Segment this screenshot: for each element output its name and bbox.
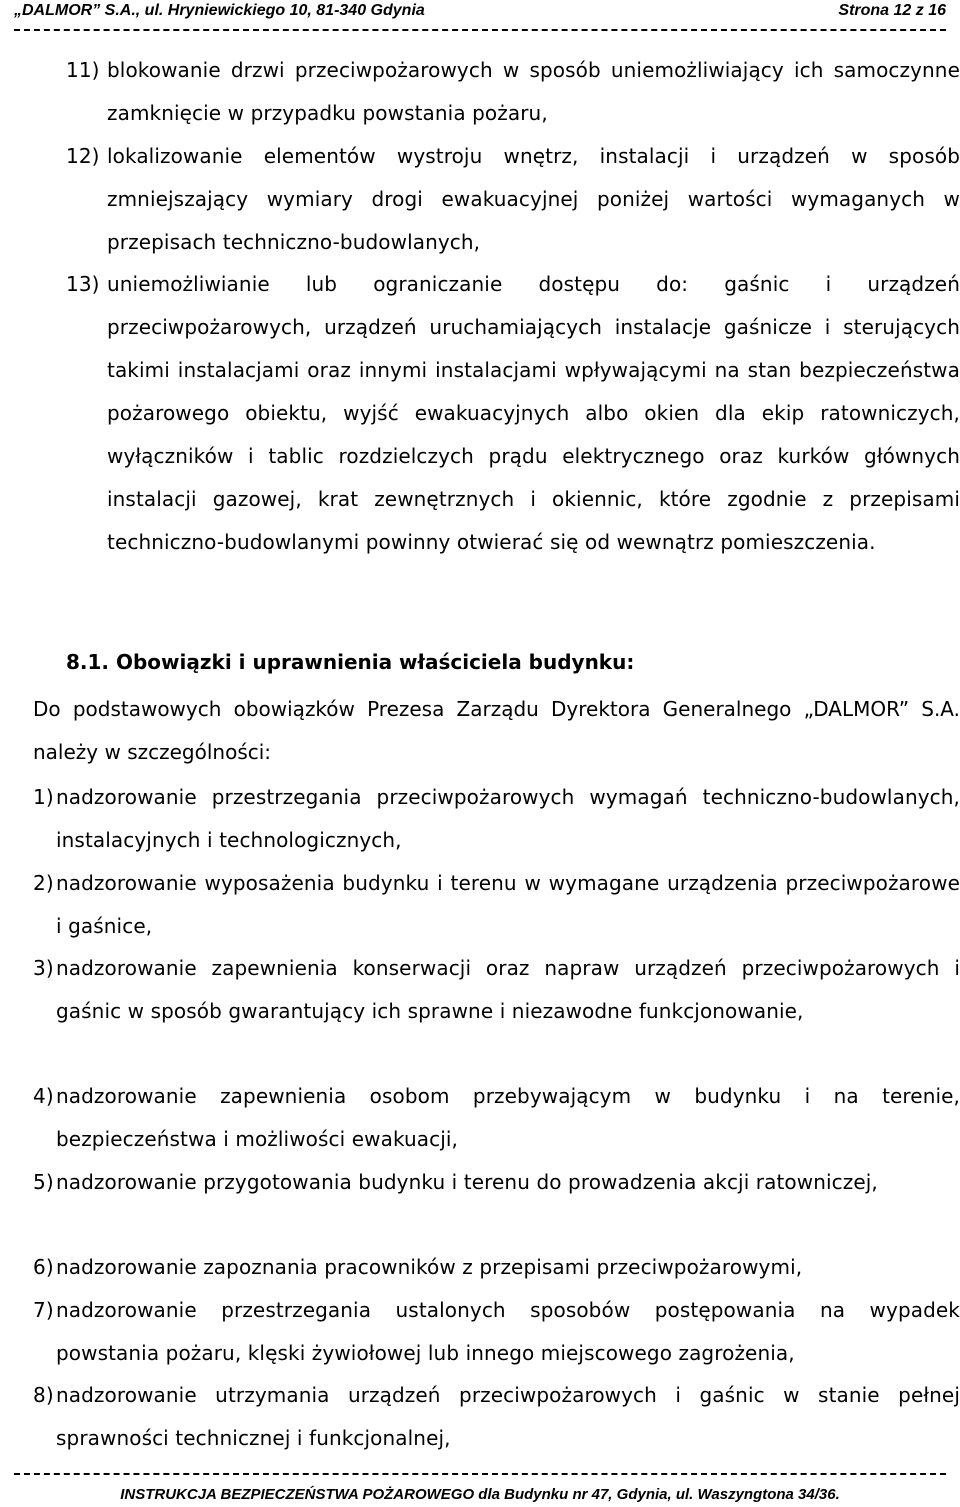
list-item-text: lokalizowanie elementów wystroju wnętrz, instalacji i urządzeń w sposób zmniejszający wymiary drogi ewakuacyjnej poniżej wartości wymaganych w przepisach techniczno-budowlanych, [107, 144, 960, 254]
list-item [33, 947, 960, 1033]
list-item-number: 6) [33, 1255, 54, 1279]
list-item-number: 4) [33, 1084, 54, 1108]
list-item-text: nadzorowanie zapewnienia osobom przebywającym w budynku i na terenie, bezpieczeństwa i możliwości ewakuacji, [56, 1084, 960, 1151]
list-item-number: 11) [66, 58, 100, 82]
section-heading: 8.1. Obowiązki i uprawnienia właściciela budynku: [66, 650, 635, 674]
list-item-number: 8) [33, 1383, 54, 1407]
list-item [66, 263, 960, 564]
list-item-text: nadzorowanie utrzymania urządzeń przeciwpożarowych i gaśnic w stanie pełnej sprawności technicznej i funkcjonalnej, [56, 1383, 960, 1450]
list-item-number: 5) [33, 1170, 54, 1194]
list-item-text: nadzorowanie wyposażenia budynku i terenu w wymagane urządzenia przeciwpożarowe i gaśnice, [56, 871, 960, 938]
list-item [33, 1161, 960, 1204]
list-item [66, 49, 960, 135]
header-page-number: Strona 12 z 16 [838, 2, 946, 19]
list-item-number: 2) [33, 871, 54, 895]
list-item [33, 776, 960, 862]
list-item-number: 12) [66, 144, 100, 168]
header-company-address: „DALMOR” S.A., ul. Hryniewickiego 10, 81-340 Gdynia [14, 2, 425, 19]
list-item-text: uniemożliwianie lub ograniczanie dostępu do: gaśnic i urządzeń przeciwpożarowych, urządzeń uruchamiających instalacje gaśnicze i sterujących takimi instalacjami oraz innymi instalacjami wpływającymi na stan bezpieczeństwa pożarowego obiektu, wyjść ewakuacyjnych albo okien dla ekip ratowniczych, wyłączników i tablic rozdzielczych prądu elektrycznego oraz kurków głównych instalacji gazowej, krat zewnętrznych i okiennic, które zgodnie z przepisami techniczno-budowlanymi powinny otwierać się od wewnątrz pomieszczenia. [107, 272, 960, 554]
list-item-text: blokowanie drzwi przeciwpożarowych w sposób uniemożliwiający ich samoczynne zamknięcie w przypadku powstania pożaru, [107, 58, 960, 125]
page-header [14, 2, 946, 24]
list-item-text: nadzorowanie przygotowania budynku i terenu do prowadzenia akcji ratowniczej, [56, 1170, 878, 1194]
list-item [66, 135, 960, 264]
list-item-text: nadzorowanie przestrzegania ustalonych sposobów postępowania na wypadek powstania pożaru, klęski żywiołowej lub innego miejscowego zagrożenia, [56, 1298, 960, 1365]
list-item [33, 1289, 960, 1375]
list-item-number: 7) [33, 1298, 54, 1322]
list-item [33, 1246, 960, 1289]
footer-divider [14, 1473, 946, 1475]
list-item [33, 862, 960, 948]
list-item-number: 13) [66, 272, 100, 296]
list-item-number: 1) [33, 785, 54, 809]
list-item-text: nadzorowanie przestrzegania przeciwpożarowych wymagań techniczno-budowlanych, instalacyjnych i technologicznych, [56, 785, 960, 852]
list-item [33, 1374, 960, 1460]
list-item [33, 1075, 960, 1161]
section-intro: Do podstawowych obowiązków Prezesa Zarządu Dyrektora Generalnego „DALMOR” S.A. należy w szczególności: [33, 697, 960, 764]
page-footer: INSTRUKCJA BEZPIECZEŃSTWA POŻAROWEGO dla Budynku nr 47, Gdynia, ul. Waszyngtona 34/36. [120, 1486, 840, 1503]
header-divider [14, 29, 946, 31]
list-item-text: nadzorowanie zapewnienia konserwacji oraz napraw urządzeń przeciwpożarowych i gaśnic w sposób gwarantujący ich sprawne i niezawodne funkcjonowanie, [56, 956, 960, 1023]
list-item-text: nadzorowanie zapoznania pracowników z przepisami przeciwpożarowymi, [56, 1255, 803, 1279]
list-item-number: 3) [33, 956, 54, 980]
